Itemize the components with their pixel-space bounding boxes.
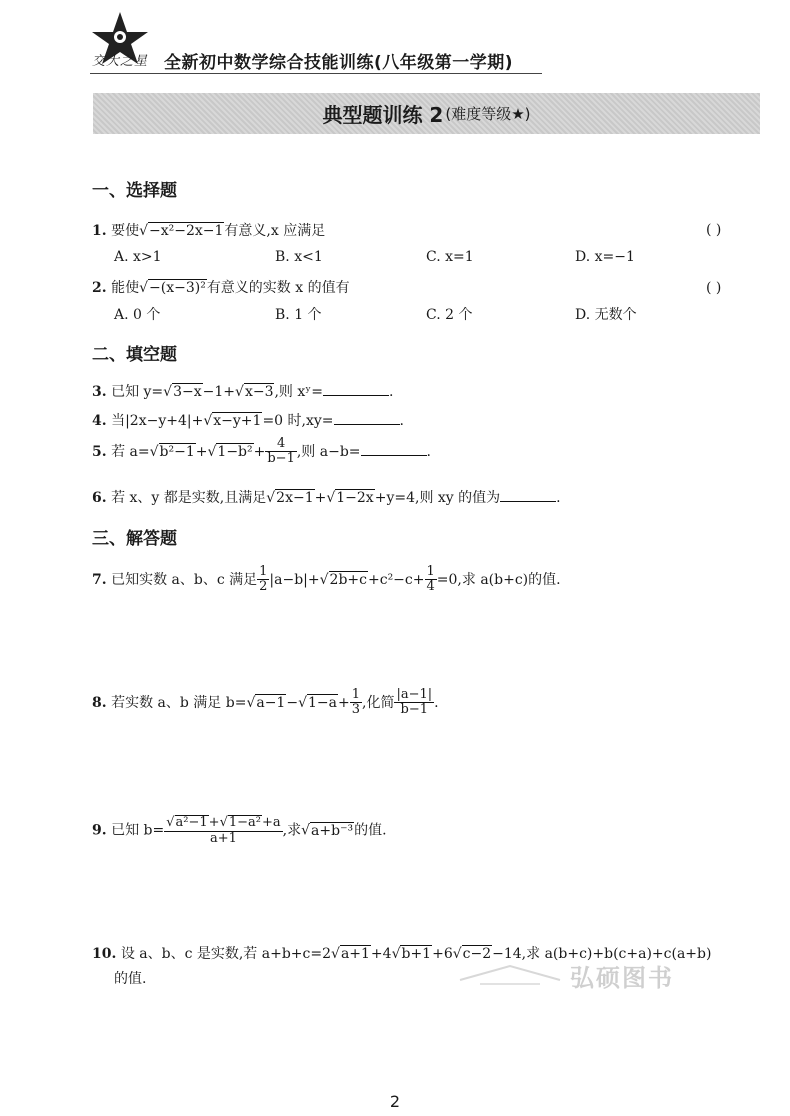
- section-banner: [93, 93, 760, 134]
- question-text: +: [253, 443, 266, 460]
- radical: x−y+1: [213, 413, 262, 429]
- question-6: 6. 若 x、y 都是实数,且满足√2x−1+√1−2x+y=4,则 xy 的值为 .: [92, 490, 561, 506]
- option-d: D. x=−1: [575, 249, 635, 265]
- option-a: A. 0 个: [114, 307, 161, 323]
- option-b: B. 1 个: [275, 307, 322, 323]
- question-text: ,则 a−b=: [296, 443, 361, 460]
- book-title: 全新初中数学综合技能训练(八年级第一学期): [164, 53, 514, 73]
- fraction-numerator: 4: [265, 437, 297, 452]
- question-text: 当|2x−y+4|+: [111, 413, 204, 429]
- radical: 2b+c: [329, 571, 367, 588]
- question-5: 5. 若 a=√b²−1+√1−b²+ $\frac{4}{b-1}$ ,则 a−b= .: [92, 436, 431, 467]
- question-8: 8. 若实数 a、b 满足 b=√a−1−√1−a+ $\frac{1}{3}$ ,化简 $\frac{|a-1|}{b-1}$ .: [92, 687, 439, 718]
- radical: a−1: [256, 694, 286, 711]
- question-text: 已知实数 a、b、c 满足: [111, 571, 258, 588]
- question-number: 9.: [92, 822, 107, 839]
- option-c: C. x=1: [426, 249, 474, 265]
- question-2: 2. 能使√−(x−3)²有意义的实数 x 的值有: [92, 280, 350, 296]
- fraction-denominator: b−1: [400, 702, 429, 718]
- question-text: +a: [262, 815, 281, 830]
- question-text: +: [314, 490, 327, 506]
- question-text: 已知 y=: [111, 384, 164, 400]
- option-d: D. 无数个: [575, 307, 637, 323]
- answer-bracket: ( ): [706, 280, 722, 296]
- question-text: 已知 b=: [111, 822, 165, 839]
- banner-title: 典型题训练 2: [322, 103, 444, 127]
- fraction: [164, 815, 282, 846]
- question-10-continuation: 的值.: [114, 971, 147, 987]
- question-text: +c²−c+: [368, 571, 425, 588]
- radical: a+b⁻³: [311, 822, 354, 839]
- question-text: +y=4,则 xy 的值为: [374, 490, 501, 506]
- option-a: A. x>1: [114, 249, 162, 265]
- question-number: 6.: [92, 490, 107, 506]
- option-b: B. x<1: [275, 249, 323, 265]
- fraction-numerator: 1: [259, 564, 268, 579]
- question-text: .: [434, 694, 439, 711]
- fraction: [265, 437, 297, 467]
- question-9: 9. 已知 b= $\frac{\text{√a²−1+√1−a²+a}}{a+1}$ ,求√a+b⁻³的值.: [92, 815, 387, 846]
- question-10: 10. 设 a、b、c 是实数,若 a+b+c=2√a+1+4√b+1+6√c−2−14,求 a(b+c)+b(c+a)+c(a+b): [92, 946, 712, 962]
- section-heading-fill: 二、填空题: [92, 345, 177, 365]
- fraction-denominator: 4: [426, 579, 435, 595]
- fraction: [350, 688, 362, 718]
- answer-blank: [361, 454, 427, 456]
- fraction-denominator: b−1: [267, 451, 295, 467]
- fraction-numerator: |a−1|: [396, 687, 433, 702]
- question-text: −: [286, 694, 299, 711]
- question-3: 3. 已知 y=√3−x−1+√x−3,则 xʸ= .: [92, 384, 394, 400]
- question-text: 若实数 a、b 满足 b=: [111, 694, 247, 711]
- question-number: 2.: [92, 280, 107, 296]
- answer-blank: [323, 394, 389, 396]
- header-divider: [90, 73, 542, 74]
- question-text: −14,求 a(b+c)+b(c+a)+c(a+b): [492, 946, 712, 962]
- section-heading-answer: 三、解答题: [92, 529, 177, 549]
- page-number: 2: [389, 1092, 401, 1111]
- question-7: 7. 已知实数 a、b、c 满足 $\frac{1}{2}$ |a−b|+√2b+c+c²−c+ $\frac{1}{4}$ =0,求 a(b+c)的值.: [92, 564, 561, 595]
- fraction-denominator: a+1: [209, 830, 237, 846]
- question-text: 有意义,x 应满足: [224, 223, 326, 239]
- option-c: C. 2 个: [426, 307, 473, 323]
- question-text: +: [337, 694, 350, 711]
- radical: c−2: [462, 946, 492, 962]
- question-text: 若 x、y 都是实数,且满足: [111, 490, 267, 506]
- question-text: 设 a、b、c 是实数,若 a+b+c=2: [120, 946, 332, 962]
- radical: 3−x: [173, 384, 202, 400]
- question-number: 1.: [92, 223, 107, 239]
- radical: 1−b²: [217, 443, 253, 460]
- radical: −x²−2x−1: [149, 223, 224, 239]
- question-4: 4. 当|2x−y+4|+√x−y+1=0 时,xy= .: [92, 413, 404, 429]
- question-number: 7.: [92, 571, 107, 588]
- question-text: +: [208, 815, 220, 830]
- question-text: |a−b|+: [269, 571, 320, 588]
- section-heading-choice: 一、选择题: [92, 181, 177, 201]
- question-text: 的值.: [354, 822, 387, 839]
- fraction-denominator: 3: [351, 702, 360, 718]
- question-text: 若 a=: [111, 443, 150, 460]
- fraction-denominator: 2: [259, 579, 268, 595]
- question-number: 4.: [92, 413, 107, 429]
- radical: 1−2x: [336, 490, 374, 506]
- radical: a²−1: [175, 815, 208, 830]
- fraction: [257, 565, 269, 595]
- radical: x−3: [244, 384, 274, 400]
- radical: −(x−3)²: [149, 280, 206, 296]
- answer-blank: [334, 423, 400, 425]
- question-text: +4: [370, 946, 392, 962]
- radical: 1−a²: [228, 815, 262, 830]
- fraction-numerator: 1: [426, 564, 435, 579]
- question-text: 能使: [111, 280, 140, 296]
- question-text: =0 时,xy=: [262, 413, 334, 429]
- radical: 1−a: [308, 694, 337, 711]
- question-text: ,化简: [362, 694, 395, 711]
- radical: b+1: [401, 946, 432, 962]
- question-text: 要使: [111, 223, 140, 239]
- fraction-numerator: 1: [351, 687, 360, 702]
- question-text: ,则 xʸ=: [274, 384, 323, 400]
- fraction: [425, 565, 437, 595]
- question-text: ,求: [282, 822, 302, 839]
- watermark-text: 弘硕图书: [570, 964, 674, 992]
- fraction: [394, 688, 434, 718]
- question-text: +: [195, 443, 208, 460]
- fraction-numerator: √a²−1+√1−a²+a: [166, 815, 281, 830]
- banner-subtitle: (难度等级★): [445, 105, 531, 123]
- question-text: =0,求 a(b+c)的值.: [436, 571, 561, 588]
- logo-text: 交大之星: [92, 54, 149, 69]
- question-text: −1+: [202, 384, 236, 400]
- question-1: 1. 要使√−x²−2x−1有意义,x 应满足: [92, 223, 326, 239]
- question-number: 5.: [92, 443, 107, 460]
- radical: a+1: [340, 946, 370, 962]
- question-text: +6: [432, 946, 453, 962]
- answer-blank: [500, 500, 556, 502]
- question-number: 3.: [92, 384, 107, 400]
- question-number: 10.: [92, 946, 117, 962]
- radical: b²−1: [159, 443, 195, 460]
- question-number: 8.: [92, 694, 107, 711]
- watermark-emblem-icon: [455, 962, 565, 990]
- answer-bracket: ( ): [706, 222, 722, 238]
- radical: 2x−1: [276, 490, 314, 506]
- question-text: 有意义的实数 x 的值有: [206, 280, 350, 296]
